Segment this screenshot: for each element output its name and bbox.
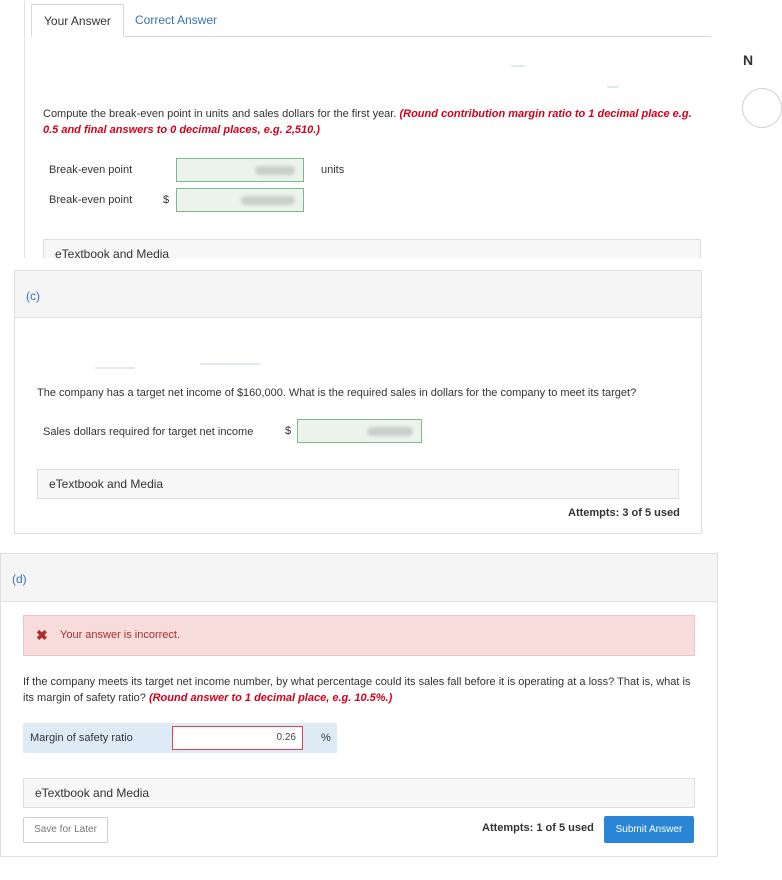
etextbook-media-panel[interactable]: eTextbook and Media: [23, 778, 695, 808]
scan-artifact: [200, 363, 260, 365]
margin-of-safety-input[interactable]: 0.26: [172, 726, 303, 750]
break-even-units-label: Break-even point: [49, 164, 133, 176]
close-x-icon: ✖: [36, 627, 48, 643]
margin-of-safety-label: Margin of safety ratio: [30, 732, 133, 744]
currency-symbol: $: [163, 194, 170, 206]
save-for-later-button[interactable]: Save for Later: [23, 817, 108, 843]
alert-message: Your answer is incorrect.: [60, 629, 181, 641]
margin-of-safety-row: [23, 723, 337, 753]
part-b-question: Compute the break-even point in units and sales dollars for the first year.: [43, 108, 397, 120]
part-d-header: [1, 554, 717, 602]
break-even-dollars-label: Break-even point: [49, 194, 133, 206]
target-sales-label: Sales dollars required for target net income: [43, 426, 254, 438]
part-d-rounding-instruction: (Round answer to 1 decimal place, e.g. 10.5%.): [148, 692, 393, 704]
break-even-units-input[interactable]: [176, 158, 304, 182]
scan-artifact: [607, 86, 619, 88]
scan-artifact: [511, 65, 525, 67]
part-b-rounding-instruction: (Round contribution margin ratio to 1 decimal place e.g. 0.5 and final answers to 0 decimal places, e.g. 2,510.): [43, 108, 692, 136]
units-label: units: [321, 164, 345, 176]
tab-correct-answer[interactable]: Correct Answer: [135, 13, 218, 27]
submit-answer-button[interactable]: Submit Answer: [604, 816, 694, 843]
attempts-counter: Attempts: 1 of 5 used: [482, 822, 594, 834]
part-d-question: If the company meets its target net income number, by what percentage could its sales fall before it is operating at a loss? That is, what is its margin of safety ratio?: [23, 676, 691, 704]
attempts-counter: Attempts: 3 of 5 used: [568, 507, 680, 519]
part-c-question: The company has a target net income of $160,000. What is the required sales in dollars for the company to meet its target?: [37, 387, 637, 399]
percent-unit: %: [321, 732, 331, 744]
hidden-answer-blur: [367, 427, 413, 436]
hidden-answer-blur: [255, 166, 295, 175]
etextbook-media-panel[interactable]: eTextbook and Media: [37, 469, 679, 499]
tab-your-answer[interactable]: Your Answer: [31, 4, 124, 37]
part-c-card: [14, 270, 702, 534]
part-c-letter: (c): [26, 289, 40, 303]
scan-artifact: [95, 367, 135, 369]
part-d-letter: (d): [12, 572, 27, 586]
currency-symbol: $: [285, 425, 292, 437]
part-c-header: [15, 271, 701, 318]
edge-cut-text: N: [743, 52, 754, 68]
edge-circle-button[interactable]: [742, 88, 782, 128]
hidden-answer-blur: [241, 196, 295, 205]
etextbook-label: eTextbook and Media: [55, 247, 170, 261]
part-b-prompt: [43, 106, 693, 138]
incorrect-answer-alert: [23, 615, 695, 656]
etextbook-media-panel[interactable]: [43, 239, 701, 261]
part-d-card: [0, 553, 718, 857]
part-b-fragment: [24, 0, 716, 261]
part-d-prompt: [23, 674, 693, 706]
answer-tabs: [31, 4, 711, 37]
break-even-dollars-input[interactable]: [176, 188, 304, 212]
target-sales-input[interactable]: [297, 419, 422, 443]
